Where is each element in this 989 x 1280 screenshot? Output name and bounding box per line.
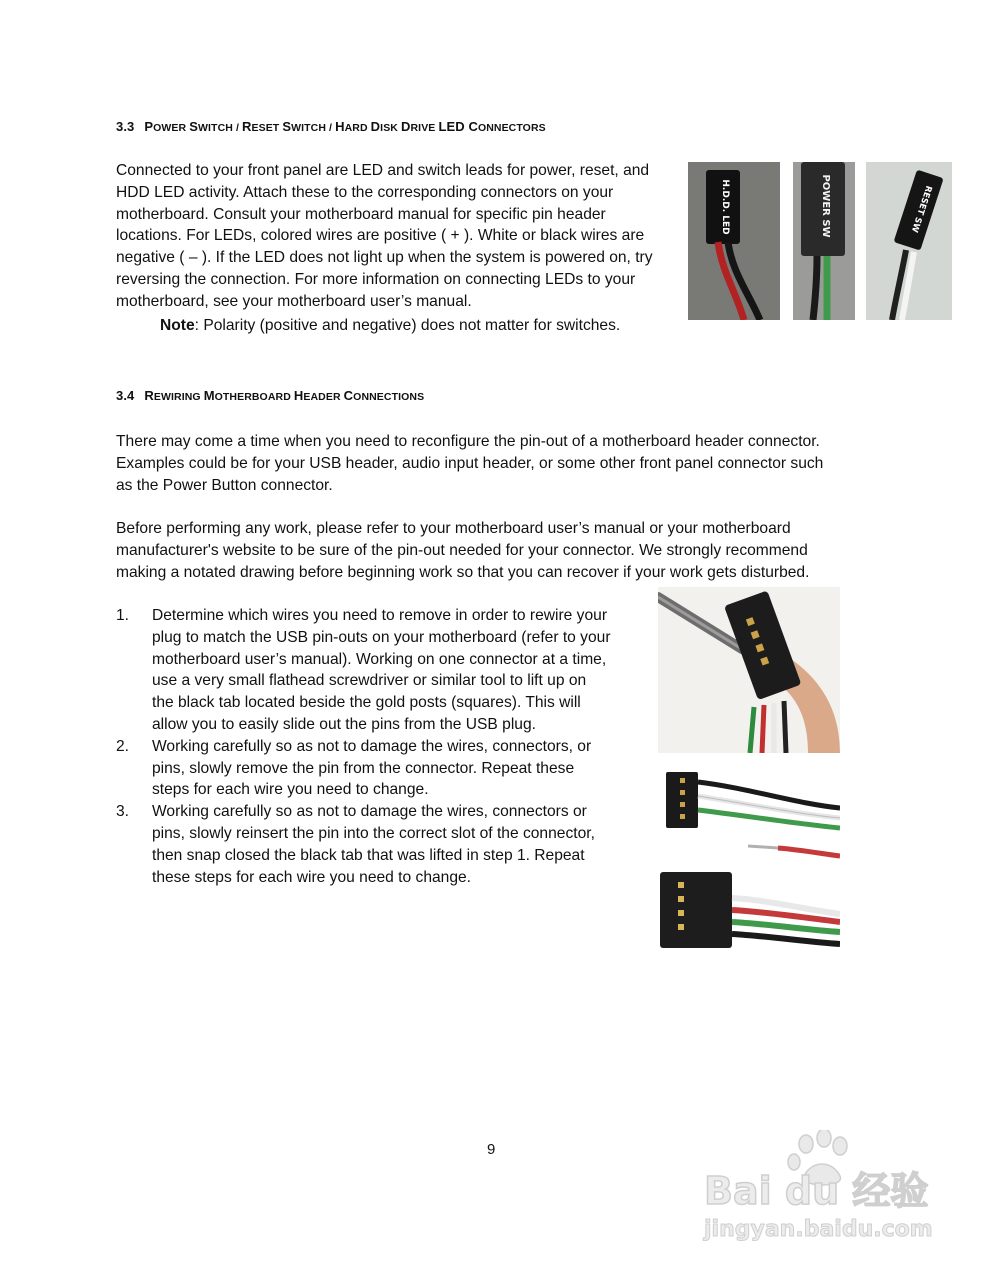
hdd-led-connector-photo xyxy=(688,162,780,320)
section-title xyxy=(144,388,424,403)
title-capital: S xyxy=(282,119,292,134)
step-line: motherboard user’s manual). Working on one connector at a time, xyxy=(152,650,607,668)
paragraph-line: There may come a time when you need to reconfigure the pin-out of a motherboard header connector. xyxy=(116,433,820,450)
step-item xyxy=(116,801,656,888)
polarity-note xyxy=(160,317,620,335)
title-small-caps: ARD xyxy=(344,122,371,134)
title-capital: H xyxy=(293,388,304,403)
title-small-caps: ONNECTIONS xyxy=(353,391,425,403)
section-3-4-intro-paragraph xyxy=(116,431,896,496)
watermark-brand: Bai du 经验 xyxy=(704,1169,929,1213)
title-small-caps: ONNECTORS xyxy=(477,122,546,134)
section-3-4-warning-paragraph xyxy=(116,518,896,583)
step-number: 1. xyxy=(116,607,130,624)
step-line: allow you to easily slide out the pins from the USB plug. xyxy=(152,715,536,733)
paragraph-line: as the Power Button connector. xyxy=(116,476,333,494)
section-number: 3.4 xyxy=(116,388,135,403)
title-capital: C xyxy=(343,388,354,403)
title-capital: H xyxy=(335,119,345,134)
title-small-caps: OTHERBOARD xyxy=(214,391,294,403)
photo-label: POWER SW xyxy=(820,174,831,238)
step-line: plug to match the USB pin-outs on your motherboard (refer to your xyxy=(152,628,611,646)
title-capital: LED C xyxy=(438,119,478,134)
power-sw-connector-photo xyxy=(793,162,855,320)
pin-reinserted-photo xyxy=(658,870,840,958)
rewiring-steps-list xyxy=(116,605,656,888)
paragraph-line: locations. For LEDs, colored wires are positive ( + ). White or black wires are xyxy=(116,227,645,245)
title-small-caps: ESET xyxy=(251,122,283,134)
title-small-caps: ISK xyxy=(380,122,401,134)
title-small-caps: EWIRING xyxy=(153,391,204,403)
title-capital: S xyxy=(189,119,199,134)
paragraph-line: Before performing any work, please refer to your motherboard user’s manual or your motherboard xyxy=(116,520,791,537)
title-capital: D xyxy=(401,119,411,134)
note-text: : Polarity (positive and negative) does not matter for switches. xyxy=(194,317,621,334)
paragraph-line: manufacturer's website to be sure of the pin-out needed for your connector. We strongly recommend xyxy=(116,541,808,559)
step-number: 3. xyxy=(116,803,130,821)
title-small-caps: WITCH / xyxy=(291,122,336,134)
paragraph-line: motherboard, see your motherboard user’s manual. xyxy=(116,292,472,310)
paragraph-line: making a notated drawing before beginning work so that you can recover if your work gets disturbed. xyxy=(116,563,810,581)
step-line: pins, slowly reinsert the pin into the correct slot of the connector, xyxy=(152,824,595,842)
pin-removed-photo xyxy=(658,768,840,864)
title-capital: P xyxy=(144,119,154,134)
title-capital: D xyxy=(370,119,381,134)
step-item xyxy=(116,605,656,736)
step-line: use a very small flathead screwdriver or similar tool to lift up on xyxy=(152,672,587,690)
photo-label: H.D.D. LED xyxy=(720,179,730,235)
note-label: Note xyxy=(160,317,195,334)
step-line: Determine which wires you need to remove in order to rewire your xyxy=(152,607,608,624)
watermark-url: jingyan.baidu.com xyxy=(704,1217,933,1242)
step-line: Working carefully so as not to damage the wires, connectors, or xyxy=(152,737,592,755)
paragraph-line: HDD LED activity. Attach these to the corresponding connectors on your xyxy=(116,183,614,201)
step-line: Working carefully so as not to damage the wires, connectors or xyxy=(152,803,587,821)
step-line: the black tab located beside the gold posts (squares). This will xyxy=(152,694,581,712)
step-item xyxy=(116,736,656,801)
screwdriver-tab-photo xyxy=(658,587,840,753)
paragraph-line: Examples could be for your USB header, audio input header, or some other front panel connector such xyxy=(116,454,824,472)
step-line: then snap closed the black tab that was lifted in step 1. Repeat xyxy=(152,846,585,864)
page-number: 9 xyxy=(487,1141,496,1158)
title-capital: M xyxy=(203,388,215,403)
paragraph-line: negative ( – ). If the LED does not light up when the system is powered on, try xyxy=(116,249,653,267)
title-small-caps: WITCH / xyxy=(198,122,242,134)
title-small-caps: EADER xyxy=(303,391,344,403)
title-small-caps: OWER xyxy=(153,122,190,134)
section-3-3-heading xyxy=(116,119,546,134)
title-small-caps: RIVE xyxy=(410,122,439,134)
paragraph-line: Connected to your front panel are LED and switch leads for power, reset, and xyxy=(116,162,650,179)
section-number: 3.3 xyxy=(116,119,135,134)
section-3-4-heading xyxy=(116,388,424,403)
step-line: these steps for each wire you need to change. xyxy=(152,868,472,886)
reset-sw-connector-photo xyxy=(866,162,952,320)
step-line: steps for each wire you need to change. xyxy=(152,781,429,799)
step-line: pins, slowly remove the pin from the connector. Repeat these xyxy=(152,759,575,777)
paragraph-line: reversing the connection. For more information on connecting LEDs to your xyxy=(116,270,636,288)
baidu-watermark xyxy=(700,1130,940,1248)
title-capital: R xyxy=(242,119,252,134)
title-capital: R xyxy=(144,388,154,403)
section-title xyxy=(144,119,545,134)
section-3-3-paragraph xyxy=(116,160,686,313)
paragraph-line: motherboard. Consult your motherboard manual for specific pin header xyxy=(116,205,606,223)
step-number: 2. xyxy=(116,737,130,755)
photo-label: RESET SW xyxy=(908,184,934,234)
